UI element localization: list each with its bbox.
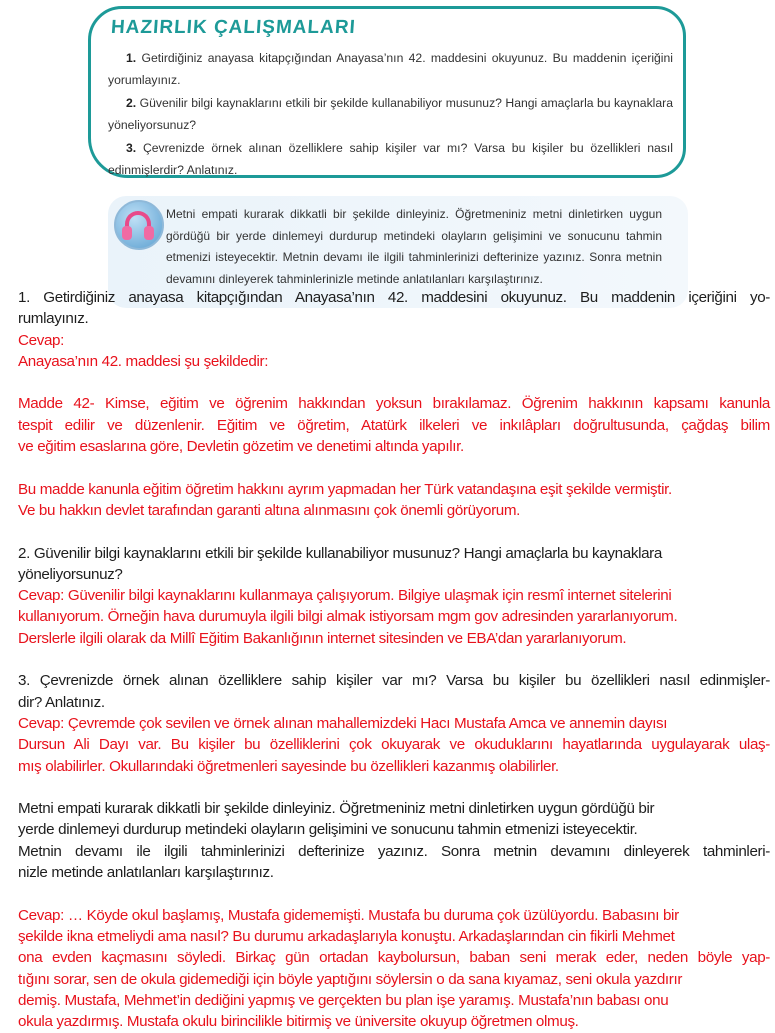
question-number: 2. xyxy=(126,95,137,110)
preparation-question-1 xyxy=(108,47,673,92)
answer-line: Dursun Ali Dayı var. Bu kişiler bu özelliklerini çok okuyarak ve okuduklarını hayatlarında uygulayarak ulaş- xyxy=(18,736,770,754)
preparation-box xyxy=(88,6,686,178)
question-line: Metni empati kurarak dikkatli bir şekilde dinleyiniz. Öğretmeniniz metni dinletirken uygun gördüğü bir xyxy=(18,800,655,818)
question-line: dir? Anlatınız. xyxy=(18,693,105,711)
answer-line: Cevap: Çevremde çok sevilen ve örnek alınan mahallemizdeki Hacı Mustafa Amca ve annemin dayısı xyxy=(18,714,668,732)
answer-line: ona evden kaçmasını söyledi. Birkaç gün ortadan kaybolursun, baban seni merak eder, neden böyle yap- xyxy=(18,949,770,967)
answer-line: mış olabilirler. Okullarındaki öğretmenleri sayesinde bu özellikleri kazanmış olabilirler. xyxy=(18,757,559,775)
answer-line: Bu madde kanunla eğitim öğretim hakkını ayrım yapmadan her Türk vatandaşına eşit şekilde vermiştir. xyxy=(18,480,672,498)
answer-line: Cevap: Güvenilir bilgi kaynaklarını kullanmaya çalışıyorum. Bilgiye ulaşmak için resmî internet sitelerini xyxy=(18,587,672,605)
preparation-questions xyxy=(108,47,673,181)
answer-line: şekilde ikna etmeliydi ama nasıl? Bu durumu arkadaşlarıyla konuştu. Arkadaşlarından cin fikirli Mehmet xyxy=(18,927,675,945)
question-line: yerde dinlemeyi durdurup metindeki olayların gelişimini ve sonucunu tahmin etmenizi isteyecektir. xyxy=(18,821,638,839)
question-line: 1. Getirdiğiniz anayasa kitapçığından Anayasa’nın 42. maddesini okuyunuz. Bu maddenin içeriğini yo- xyxy=(18,289,770,306)
answer-line: tığını sorar, sen de okula gidemediği için böyle yaptığını söylersin o da sana kıyamaz, seni okula yazdırır xyxy=(18,970,683,988)
preparation-title: HAZIRLIK ÇALIŞMALARI xyxy=(110,17,357,38)
answer-line xyxy=(18,777,770,798)
question-number: 3. xyxy=(126,140,137,155)
answer-line xyxy=(18,521,770,542)
answer-line: Ve bu hakkın devlet tarafından garanti altına alınmasını çok önemli görüyorum. xyxy=(18,501,521,519)
answer-line xyxy=(18,649,770,670)
answer-line: ve eğitim esaslarına göre, Devletin gözetim ve denetimi altında yapılır. xyxy=(18,438,464,456)
question-number: 1. xyxy=(126,51,137,65)
answer-line: Anayasa’nın 42. maddesi şu şekildedir: xyxy=(18,352,269,370)
question-text: Çevrenizde örnek alınan özelliklere sahip kişiler var mı? Varsa bu kişiler bu özellikleri nasıl edinmişlerdir? Anlatınız. xyxy=(108,140,673,178)
answer-line xyxy=(18,372,770,393)
answer-line: demiş. Mustafa, Mehmet’in dediğini yapmış ve gerçekten bu plan işe yaramış. Mustafa’nın babası onu xyxy=(18,991,669,1009)
question-line: yöneliyorsunuz? xyxy=(18,565,123,583)
answer-line: kullanıyorum. Örneğin hava durumuyla ilgili bilgi almak istiyorsam mgm gov adresinden yararlanıyorum. xyxy=(18,608,678,626)
answer-line xyxy=(18,883,770,904)
preparation-question-2 xyxy=(108,92,673,137)
answer-line: Cevap: xyxy=(18,331,65,349)
answer-line: Cevap: … Köyde okul başlamış, Mustafa gidememişti. Mustafa bu duruma çok üzülüyordu. Babasını bir xyxy=(18,906,679,924)
answer-sheet xyxy=(18,287,770,1032)
answer-line: tespit edilir ve düzenlenir. Eğitim ve öğretim, Atatürk ilkeleri ve inkılâpları doğrultusunda, çağdaş bilim xyxy=(18,416,770,434)
headphones-icon xyxy=(114,200,164,250)
question-line: rumlayınız. xyxy=(18,310,89,328)
question-line: 2. Güvenilir bilgi kaynaklarını etkili bir şekilde kullanabiliyor musunuz? Hangi amaçlarla bu kaynaklara xyxy=(18,544,662,562)
answer-line: okula yazdırmış. Mustafa okulu birincilikle bitirmiş ve üniversite okuyup öğretmen olmuş. xyxy=(18,1013,579,1031)
question-text: Güvenilir bilgi kaynaklarını etkili bir şekilde kullanabiliyor musunuz? Hangi amaçlarla bu kaynaklara yöneliyorsunuz? xyxy=(108,95,673,133)
listening-instructions: Metni empati kurarak dikkatli bir şekilde dinleyiniz. Öğretmeniniz metni dinletirken uygun gördüğü bir yerde dinlemeyi durdurup metindeki olayların gelişimini ve sonucunu tahmin etmenizi isteyecektir. Metnin devamı ile ilgili tahminlerinizi defterinize yazınız. Sonra metnin devamını dinleyerek tahminlerinizle metinde anlatılanları karşılaştırınız. xyxy=(166,207,662,286)
preparation-question-3 xyxy=(108,137,673,182)
answer-line: Derslerle ilgili olarak da Millî Eğitim Bakanlığının internet sitesinden ve EBA’dan yararlanıyorum. xyxy=(18,629,627,647)
answer-line xyxy=(18,457,770,478)
answer-line: Madde 42- Kimse, eğitim ve öğrenim hakkından yoksun bırakılamaz. Öğrenim hakkının kapsamı kanunla xyxy=(18,395,770,413)
question-line: nizle metinde anlatılanları karşılaştırınız. xyxy=(18,864,274,882)
question-line: 3. Çevrenizde örnek alınan özelliklere sahip kişiler var mı? Varsa bu kişiler bu özellikleri nasıl edinmişler- xyxy=(18,672,770,690)
question-text: Getirdiğiniz anayasa kitapçığından Anayasa’nın 42. maddesini okuyunuz. Bu maddenin içeriğini yorumlayınız. xyxy=(108,51,673,88)
question-line: Metnin devamı ile ilgili tahminlerinizi defterinize yazınız. Sonra metnin devamını dinleyerek tahminleri- xyxy=(18,842,770,860)
